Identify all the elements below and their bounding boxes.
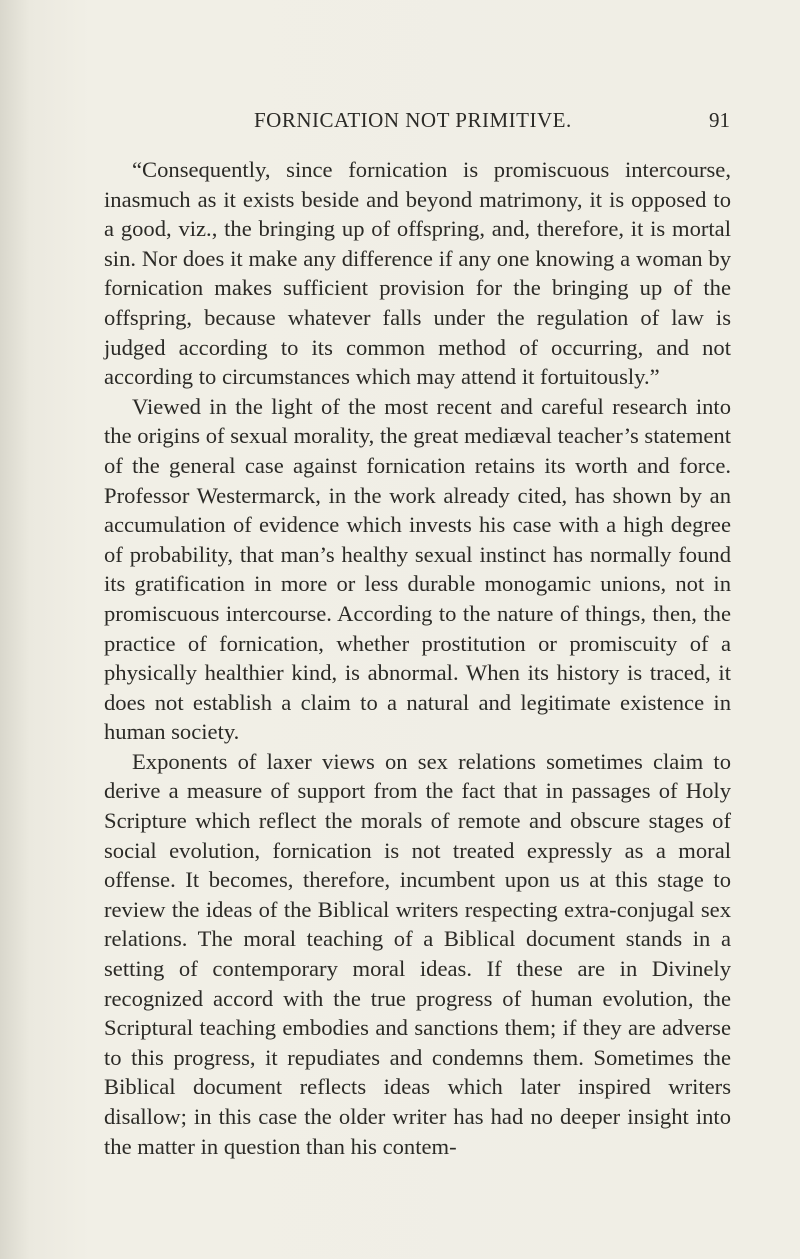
running-head: FORNICATION NOT PRIMITIVE. [254, 108, 572, 132]
paragraph-scripture: Exponents of laxer views on sex relations sometimes claim to derive a measure of support from the fact that in passages of Holy Scripture which reflect the morals of remote and obscure stages of social evolution, fornication is not treated expressly as a moral offense. It becomes, therefore, incumbent upon us at this stage to review the ideas of the Biblical writers respecting extra-conjugal sex relations. The moral teaching of a Biblical document stands in a setting of contemporary moral ideas. If these are in Divinely recognized accord with the true progress of human evolution, the Scriptural teaching embodies and sanctions them; if they are adverse to this progress, it repudiates and condemns them. Sometimes the Biblical document reflects ideas which later inspired writers disallow; in this case the older writer has had no deeper insight into the matter in question than his contem- [104, 748, 731, 1159]
page-header [254, 108, 730, 138]
body-text [104, 155, 731, 1161]
paragraph-westermarck: Viewed in the light of the most recent and careful research into the origins of sexual morality, the great mediæval teacher’s statement of the general case against fornication retains its worth and force. Professor Westermarck, in the work already cited, has shown by an accumulation of evidence which invests his case with a high degree of probability, that man’s healthy sexual instinct has normally found its gratification in more or less durable monogamic unions, not in promiscuous intercourse. According to the nature of things, then, the practice of fornication, whether prostitution or promiscuity of a physically healthier kind, is abnormal. When its history is traced, it does not establish a claim to a natural and legitimate existence in human society. [104, 393, 731, 745]
page-number: 91 [709, 108, 730, 132]
paragraph-quotation: “Consequently, since fornication is promiscuous intercourse, inasmuch as it exists beside and beyond matrimony, it is opposed to a good, viz., the bringing up of offspring, and, therefore, it is mortal sin. Nor does it make any difference if any one knowing a woman by fornication makes sufficient provision for the bringing up of the offspring, because whatever falls under the regulation of law is judged according to its common method of occurring, and not according to circumstances which may attend it fortuitously.” [104, 157, 731, 390]
